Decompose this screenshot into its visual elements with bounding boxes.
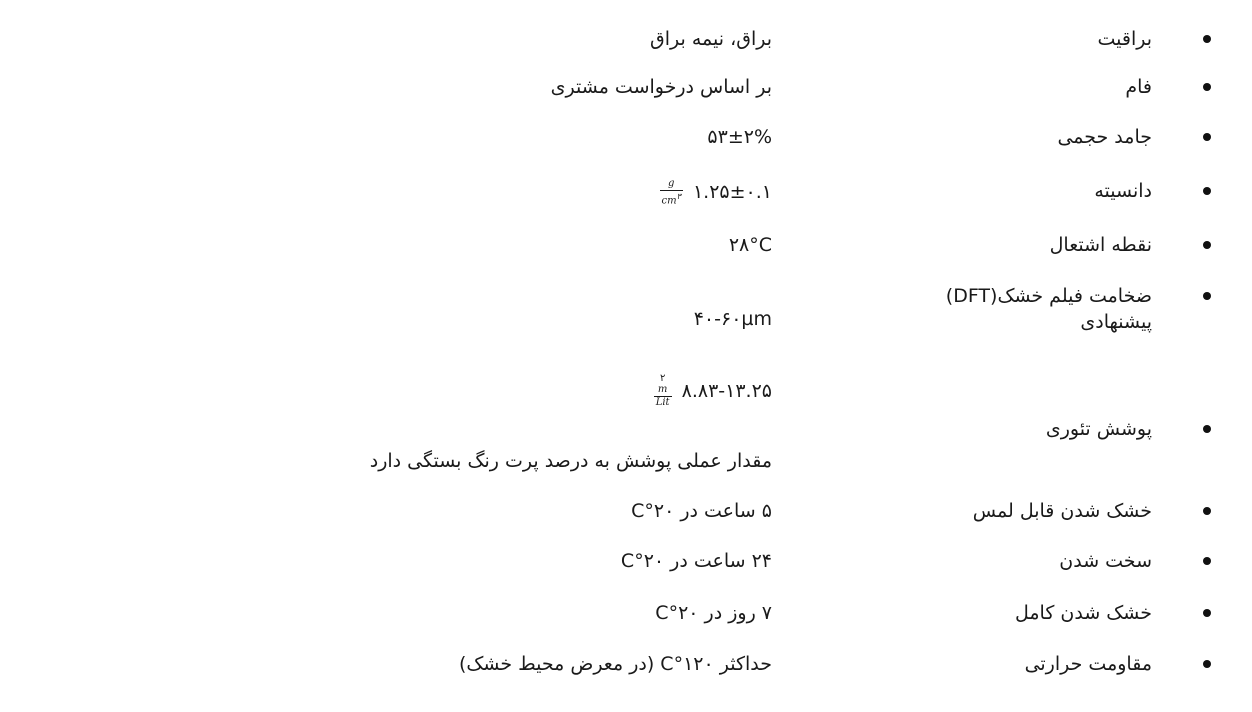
- bullet-icon: [1203, 557, 1211, 565]
- spec-value-coverage: [172, 374, 772, 409]
- bullet-icon: [1203, 507, 1211, 515]
- spec-value: بر اساس درخواست مشتری: [550, 76, 772, 98]
- unit-denominator: [660, 191, 683, 207]
- spec-value: ۵۳±۲%: [707, 126, 772, 148]
- density-unit: [660, 178, 683, 207]
- spec-label: خشک شدن قابل لمس: [972, 500, 1152, 522]
- bullet-icon: [1203, 609, 1211, 617]
- spec-value-density: [172, 178, 772, 207]
- spec-label: فام: [1125, 76, 1152, 98]
- spec-value: ۴۰-۶۰µm: [693, 308, 772, 330]
- bullet-icon: [1203, 292, 1211, 300]
- unit-numerator: g: [660, 178, 683, 191]
- spec-value: براق، نیمه براق: [650, 28, 772, 50]
- unit-numerator: m: [654, 384, 672, 397]
- spec-label: جامد حجمی: [1057, 126, 1152, 148]
- spec-label: سخت شدن: [1059, 550, 1152, 572]
- coverage-note: مقدار عملی پوشش به درصد پرت رنگ بستگی دارد: [369, 450, 772, 472]
- spec-value: ۲۸°C: [728, 234, 772, 256]
- unit-denominator-text: cm: [661, 195, 677, 207]
- spec-label: پوشش تئوری: [1045, 418, 1152, 440]
- spec-label: خشک شدن کامل: [1014, 602, 1152, 624]
- spec-label: نقطه اشتعال: [1049, 234, 1152, 256]
- spec-label: ضخامت فیلم خشک(DFT) پیشنهادی: [945, 285, 1152, 333]
- unit-exponent: ۳: [676, 192, 681, 201]
- bullet-icon: [1203, 83, 1211, 91]
- spec-value: ۲۴ ساعت در ۲۰°C: [620, 550, 772, 572]
- coverage-value: ۸.۸۳-۱۳.۲۵: [681, 380, 772, 402]
- spec-value: ۵ ساعت در ۲۰°C: [631, 500, 772, 522]
- bullet-icon: [1203, 660, 1211, 668]
- coverage-unit: [654, 374, 672, 409]
- spec-value: ۷ روز در ۲۰°C: [655, 602, 772, 624]
- bullet-icon: [1203, 241, 1211, 249]
- bullet-icon: [1203, 187, 1211, 195]
- density-value: ۱.۲۵±۰.۱: [692, 181, 772, 204]
- bullet-icon: [1203, 133, 1211, 141]
- bullet-icon: [1203, 425, 1211, 433]
- unit-exponent: ۲: [659, 373, 666, 384]
- spec-value: حداکثر ۱۲۰°C (در معرض محیط خشک): [458, 653, 772, 675]
- spec-label: مقاومت حرارتی: [1024, 653, 1152, 675]
- bullet-icon: [1203, 35, 1211, 43]
- unit-denominator: Lit: [655, 397, 670, 408]
- spec-label: دانسیته: [1094, 180, 1152, 202]
- spec-label: براقیت: [1097, 28, 1152, 50]
